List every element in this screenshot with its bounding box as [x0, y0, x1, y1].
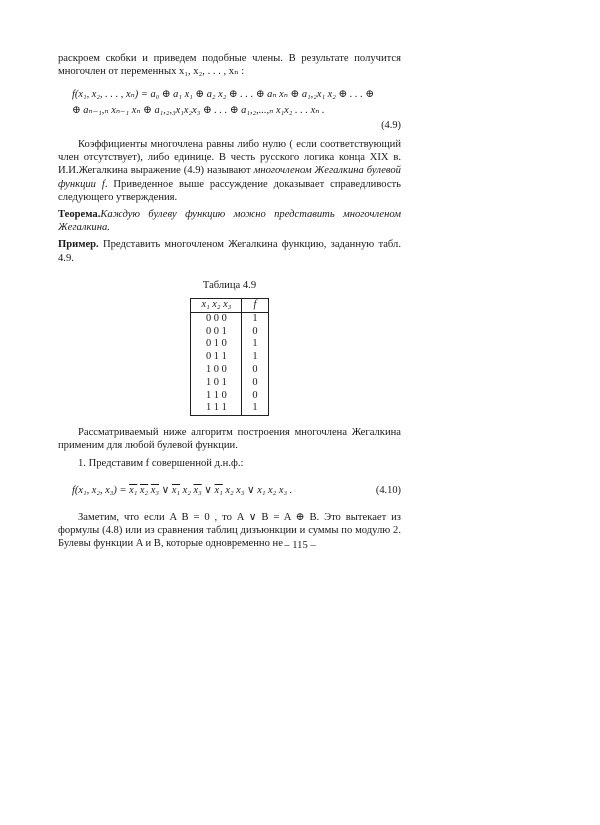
- example-text: Представить многочленом Жегалкина функцию, заданную табл. 4.9.: [58, 239, 401, 264]
- or-operator: ∨: [244, 484, 258, 496]
- paragraph-intro: раскроем скобки и приведем подобные члены. В результате получится многочлен от переменных x₁, x₂, . . . , xₙ :: [58, 53, 401, 78]
- table-cell: 1 0 0: [206, 364, 227, 376]
- example-label: Пример.: [58, 239, 99, 251]
- table-cell: 0: [242, 390, 268, 403]
- formula-4-9-line2: ⊕ aₙ₋₁,ₙ xₙ₋₁ xₙ ⊕ a₁,₂,₃x₁x₂x₃ ⊕ . . . ⊕ a₁,₂,...,ₙ x₁x₂ . . . xₙ .: [72, 104, 325, 116]
- formula-4-10-body: [72, 484, 292, 497]
- table-cell: 1 1 1: [206, 402, 227, 414]
- paragraph-algorithm: Рассматриваемый ниже алгоритм построения многочлена Жегалкина применим для любой булевой функции.: [58, 427, 401, 452]
- zhegalkin-term: многочленом Жегалкина булевой функции f: [58, 165, 401, 190]
- table-cell: 0 0 0: [206, 312, 227, 324]
- example: [58, 238, 401, 264]
- formula-lhs: f(x₁, x₂, x₃) =: [72, 484, 130, 496]
- paragraph-text: Коэффициенты многочлена равны либо нулю ( если соответствующий член отсутствует), либо единице. В честь русского логика конца XIX в. И.И.Жегалкина выражение (4.9) называют: [58, 139, 401, 177]
- table-cell: 1 1 0: [206, 389, 227, 401]
- or-operator: ∨: [159, 484, 172, 496]
- term-x1-x2-x3: x₁ x₂ x₃ .: [257, 484, 293, 496]
- page-number: – 115 –: [284, 540, 316, 551]
- negated-x3: x₃: [193, 484, 202, 496]
- term-x2-x3: x₂ x₃: [222, 484, 245, 496]
- table-cell: 0: [242, 326, 268, 339]
- negated-x1: x₁: [214, 484, 223, 496]
- table-row: [191, 312, 268, 325]
- table-cell: 1: [242, 312, 268, 325]
- paragraph-text: . Приведенное выше рассуждение доказывает справедливость следующего утверждения.: [58, 178, 401, 203]
- table-caption: Таблица 4.9: [202, 279, 257, 291]
- table-cell: 0 1 1: [206, 351, 227, 363]
- negated-x3: x₃: [150, 484, 159, 496]
- table-cell: 0 0 1: [206, 325, 227, 337]
- page-content: [58, 52, 401, 551]
- table-header-f: f: [242, 299, 268, 313]
- formula-4-9-line1: f(x₁, x₂, . . . , xₙ) = a₀ ⊕ a₁ x₁ ⊕ a₂ x₂ ⊕ . . . ⊕ aₙ xₙ ⊕ a₁,₂x₁ x₂ ⊕ . . . ⊕: [72, 89, 375, 101]
- paragraph-coefficients: [58, 138, 401, 204]
- or-operator: ∨: [201, 484, 215, 496]
- theorem-text: Каждую булеву функцию можно представить многочленом Жегалкина.: [58, 209, 401, 234]
- paragraph-remark: Заметим, что если A B = 0 , то A ∨ B = A ⊕ B. Это вытекает из формулы (4.8) или из сравнения таблиц дизъюнкции и суммы по модулю 2. Булевы функции A и B, которые одновременно не: [58, 512, 401, 550]
- theorem-label: Теорема.: [58, 209, 101, 221]
- table-row: [191, 364, 268, 377]
- equation-number-4-9: (4.9): [381, 119, 401, 131]
- table-row: [191, 402, 268, 415]
- table-row: [191, 338, 268, 351]
- truth-table: [190, 298, 268, 416]
- negated-x1: x₁: [129, 484, 138, 496]
- table-cell: 1: [242, 351, 268, 364]
- table-cell: 0: [242, 364, 268, 377]
- theorem: [58, 208, 401, 234]
- negated-x2: x₂: [139, 484, 149, 496]
- table-cell: 0 1 0: [206, 338, 227, 350]
- negated-x1: x₁: [171, 484, 181, 496]
- table-row: [191, 390, 268, 403]
- table-row: [191, 326, 268, 339]
- equation-number-4-10: (4.10): [375, 484, 401, 496]
- formula-4-9: [58, 88, 401, 132]
- formula-4-10: [72, 484, 401, 497]
- table-row: [191, 377, 268, 390]
- table-cell: 0: [242, 377, 268, 390]
- table-row: [191, 351, 268, 364]
- step-1: 1. Представим f совершенной д.н.ф.:: [78, 457, 244, 469]
- table-cell: 1 0 1: [206, 376, 227, 388]
- table-header-vars: x₁ x₂ x₃: [191, 299, 242, 313]
- table-cell: 1: [242, 338, 268, 351]
- term-x2: x₂: [180, 484, 194, 496]
- table-cell: 1: [242, 402, 268, 415]
